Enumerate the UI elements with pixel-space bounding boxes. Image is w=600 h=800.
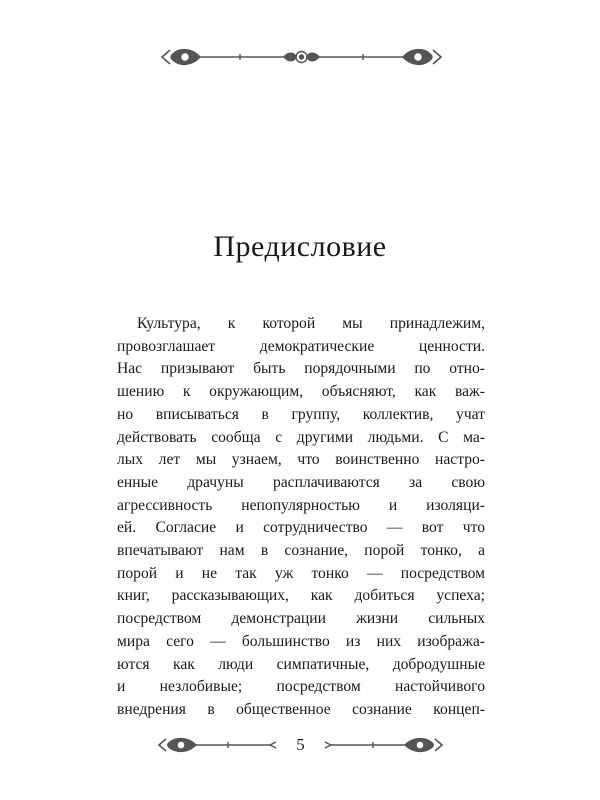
page-number: 5 bbox=[296, 735, 305, 754]
page-footer bbox=[158, 734, 443, 756]
text-line: книг, рассказывающих, как добиться успеха; bbox=[117, 587, 485, 605]
text-line: ются как люди симпатичные, добродушные bbox=[117, 655, 485, 673]
text-line: провозглашает демократические ценности. bbox=[117, 337, 485, 355]
text-line: ей. Согласие и сотрудничество — вот что bbox=[117, 519, 485, 537]
text-line: шению к окружающим, объясняют, как важ- bbox=[117, 383, 485, 401]
text-line: агрессивность непопулярностью и изоляци- bbox=[117, 496, 485, 514]
text-line: посредством демонстрации жизни сильных bbox=[117, 610, 485, 628]
text-line: мира сего — большинство из них изобража- bbox=[117, 632, 485, 650]
ornament-right-icon bbox=[323, 734, 443, 756]
text-line: Нас призывают быть порядочными по отно- bbox=[117, 360, 485, 378]
ornamental-divider-icon bbox=[160, 44, 443, 70]
text-line: впечатывают нам в сознание, порой тонко, а bbox=[117, 542, 485, 560]
text-line: и незлобивые; посредством настойчивого bbox=[117, 678, 485, 696]
body-text bbox=[117, 313, 485, 722]
text-line: Культура, к которой мы принадлежим, bbox=[137, 315, 485, 332]
text-line: енные драчуны расплачиваются за свою bbox=[117, 473, 485, 491]
text-line: действовать сообща с другими людьми. С ма- bbox=[117, 428, 485, 446]
text-line: порой и не так уж тонко — посредством bbox=[117, 564, 485, 582]
text-line: внедрения в общественное сознание концеп- bbox=[117, 700, 485, 718]
text-line: но вписываться в группу, коллектив, учат bbox=[117, 405, 485, 423]
text-line: лых лет мы узнаем, что воинственно настро- bbox=[117, 451, 485, 469]
chapter-title: Предисловие bbox=[213, 230, 387, 263]
